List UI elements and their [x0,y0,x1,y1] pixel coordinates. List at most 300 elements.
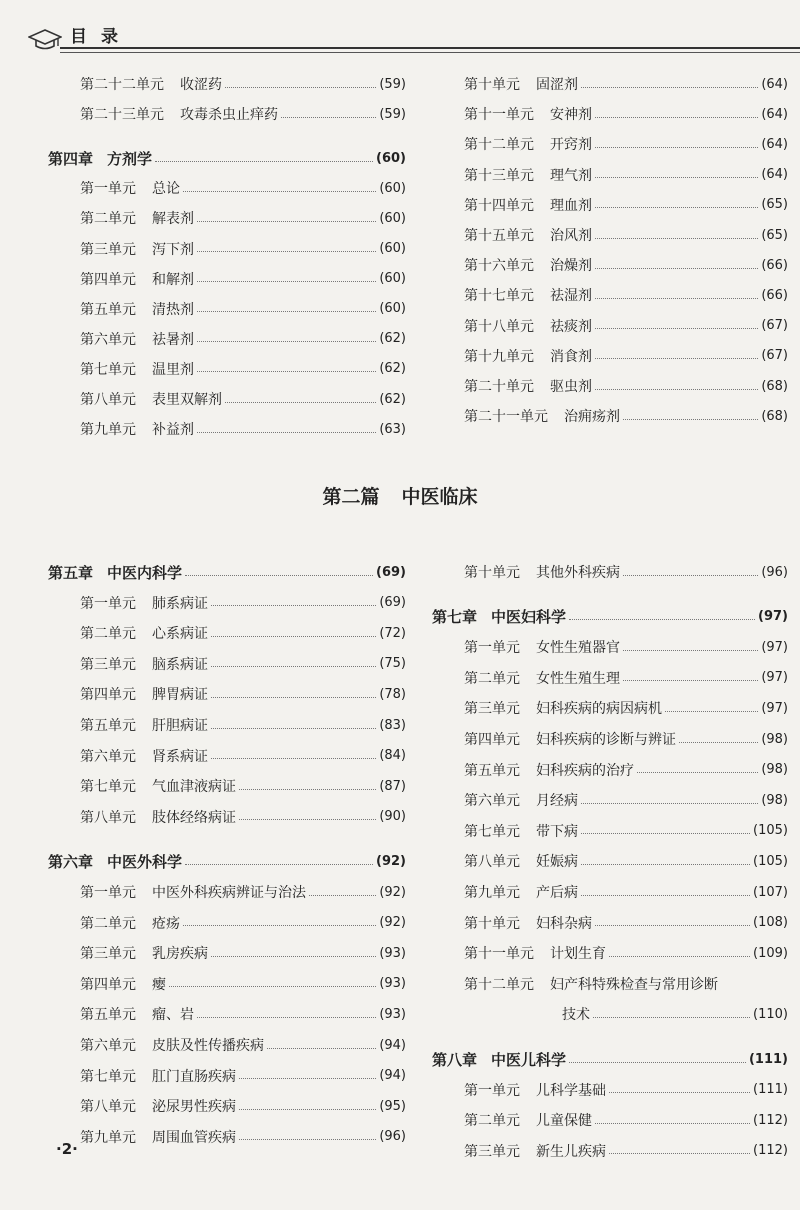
entry-page: (87) [379,778,406,794]
entry-number: 第二单元 [464,1113,520,1130]
toc-unit-entry [48,713,406,737]
dot-leader [155,161,373,162]
entry-number: 第六章 [48,852,94,871]
toc-unit-entry [48,972,406,996]
dot-leader [595,925,750,926]
entry-title: 脑系病证 [152,656,208,673]
toc-unit-entry [432,819,788,843]
dot-leader [637,772,758,773]
dot-leader [211,636,376,637]
entry-page: (60) [376,150,406,166]
dot-leader [309,895,376,896]
entry-title: 方剂学 [107,149,153,168]
entry-title: 总论 [152,181,180,198]
dot-leader [679,742,758,743]
entry-number: 第一单元 [80,181,136,198]
toc-chapter-entry [432,605,788,629]
dot-leader [197,371,376,372]
dot-leader [593,1017,750,1018]
entry-page: (97) [761,639,788,655]
entry-page: (62) [379,361,406,377]
entry-title: 消食剂 [550,348,592,365]
toc-chapter-entry [48,146,406,170]
entry-page: (108) [753,915,788,931]
entry-number: 第二单元 [464,670,520,687]
entry-title: 安神剂 [550,107,592,124]
toc-unit-entry [48,621,406,645]
dot-leader [183,191,376,192]
entry-page: (93) [379,945,406,961]
dot-leader [267,1048,376,1049]
entry-number: 第一单元 [80,885,136,901]
entry-number: 第十三单元 [464,167,534,184]
entry-title: 中医儿科学 [491,1050,567,1069]
entry-title: 妊娠病 [536,854,578,871]
toc-unit-entry [48,652,406,676]
dot-leader [595,268,758,269]
entry-page: (62) [379,331,406,347]
toc-unit-entry [432,849,788,873]
entry-title: 祛暑剂 [152,331,194,348]
page-header [0,0,800,58]
entry-number: 第四单元 [80,976,136,993]
entry-title: 理气剂 [550,167,592,184]
header-rule-thin [60,52,800,53]
entry-page: (64) [761,136,788,152]
entry-page: (68) [761,408,788,424]
entry-page: (96) [761,564,788,580]
entry-number: 第十五单元 [464,228,534,244]
entry-page: (110) [753,1006,788,1022]
entry-title: 女性生殖生理 [536,670,620,687]
toc-unit-entry [432,788,788,812]
entry-number: 第三单元 [464,1143,520,1160]
toc-unit-entry [432,758,788,782]
toc-unit-entry [48,911,406,935]
entry-title: 中医外科学 [107,852,183,871]
entry-page: (84) [379,748,406,764]
entry-page: (98) [761,731,788,747]
toc-unit-entry [48,327,406,351]
entry-number: 第七单元 [80,361,136,378]
entry-page: (60) [379,210,406,226]
entry-page: (97) [758,609,788,625]
entry-page: (64) [761,76,788,92]
toc-unit-entry [432,1139,788,1163]
dot-leader [225,87,376,88]
dot-leader [225,402,376,403]
toc-unit-entry [48,387,406,411]
dot-leader [211,956,376,957]
entry-title: 肝胆病证 [152,718,208,734]
entry-page: (95) [379,1098,406,1114]
toc-unit-entry [432,972,788,996]
entry-title: 其他外科疾病 [536,565,620,581]
dot-leader [623,650,758,651]
entry-number: 第五单元 [464,762,520,779]
entry-page: (60) [379,180,406,196]
entry-number: 第八单元 [80,392,136,408]
entry-number: 第二十单元 [464,379,534,395]
entry-number: 第六单元 [464,793,520,810]
toc-unit-entry [48,357,406,381]
entry-number: 第十六单元 [464,258,534,275]
toc-unit-entry [432,193,788,217]
entry-number: 第十八单元 [464,318,534,335]
entry-page: (98) [761,762,788,778]
toc-unit-entry [432,374,788,398]
entry-page: (111) [748,1051,788,1067]
dot-leader [595,358,758,359]
entry-page: (78) [379,686,406,702]
entry-title: 理血剂 [550,197,592,214]
dot-leader [595,328,758,329]
entry-number: 第七单元 [80,1068,136,1085]
dot-leader [595,389,758,390]
entry-title: 肢体经络病证 [152,809,236,826]
entry-page: (92) [376,853,406,869]
dot-leader [239,1139,376,1140]
entry-number: 第七单元 [464,823,520,840]
dot-leader [239,819,376,820]
entry-page: (111) [753,1082,788,1098]
dot-leader [581,87,758,88]
entry-page: (60) [379,241,406,256]
part-name: 中医临床 [401,486,478,508]
toc-unit-entry [48,1002,406,1026]
entry-number: 第八单元 [80,809,136,826]
toc-unit-entry [432,560,788,584]
entry-page: (64) [761,167,788,183]
toc-unit-entry [432,132,788,156]
entry-title: 心系病证 [152,626,208,643]
dot-leader [211,605,376,606]
dot-leader [183,925,376,926]
entry-title: 妇科疾病的诊断与辨证 [536,732,676,748]
dot-leader [595,238,758,239]
dot-leader [581,803,758,804]
toc-unit-entry [48,1094,406,1118]
entry-page: (83) [379,717,406,733]
entry-page: (64) [761,106,788,122]
entry-number: 第一单元 [464,1082,520,1099]
entry-number: 第六单元 [80,1038,136,1054]
entry-number: 第十四单元 [464,197,534,214]
header-title: 目录 [70,27,132,47]
entry-title: 技术 [562,1007,590,1024]
entry-page: (93) [379,1006,406,1022]
toc-unit-entry [432,223,788,247]
entry-title: 周围血管疾病 [152,1129,236,1146]
toc-unit-entry [432,696,788,720]
entry-title: 产后病 [536,885,578,901]
toc-unit-entry [432,344,788,368]
entry-page: (60) [379,301,406,317]
toc-chapter-entry [48,560,406,584]
entry-title: 新生儿疾病 [536,1143,606,1160]
dot-leader [595,147,758,148]
toc-unit-entry [432,880,788,904]
dot-leader [569,619,755,620]
dot-leader [609,956,750,957]
entry-page: (112) [753,1143,788,1159]
dot-leader [197,221,376,222]
entry-title: 攻毒杀虫止痒药 [180,107,278,124]
entry-title: 儿童保健 [536,1113,592,1130]
entry-title: 肾系病证 [152,748,208,765]
entry-number: 第十单元 [464,915,520,932]
entry-title: 祛痰剂 [550,318,592,335]
toc-unit-entry [432,727,788,751]
entry-title: 瘤、岩 [152,1007,194,1024]
entry-title: 治风剂 [550,228,592,244]
toc-unit-entry [432,72,788,96]
entry-title: 乳房疾病 [152,946,208,963]
dot-leader [185,864,373,865]
entry-page: (65) [761,227,788,243]
entry-title: 中医内科学 [107,563,183,582]
entry-title: 解表剂 [152,211,194,228]
entry-number: 第七单元 [80,779,136,796]
entry-title: 补益剂 [152,422,194,439]
entry-title: 儿科学基础 [536,1082,606,1099]
entry-title: 驱虫剂 [550,379,592,395]
entry-number: 第十二单元 [464,137,534,154]
entry-page: (96) [379,1129,406,1145]
toc-unit-entry [48,805,406,829]
entry-number: 第二单元 [80,211,136,228]
entry-title: 温里剂 [152,361,194,378]
entry-title: 疮疡 [152,915,180,932]
entry-number: 第六单元 [80,331,136,348]
toc-unit-entry [432,253,788,277]
entry-title: 收涩药 [180,77,222,93]
entry-title: 气血津液病证 [152,779,236,796]
entry-number: 第五章 [48,563,94,582]
entry-number: 第九单元 [464,885,520,901]
dot-leader [211,666,376,667]
toc-unit-entry [432,1078,788,1102]
dot-leader [197,311,376,312]
entry-page: (105) [753,823,788,839]
entry-page: (90) [379,809,406,825]
entry-title: 皮肤及性传播疾病 [152,1038,264,1054]
toc-unit-entry [48,880,406,904]
entry-page: (97) [761,700,788,716]
entry-page: (66) [761,257,788,273]
entry-page: (72) [379,625,406,641]
entry-page: (75) [379,656,406,672]
graduation-cap-icon [28,28,62,52]
dot-leader [197,251,376,252]
toc-unit-entry [48,237,406,261]
toc-unit-entry [432,102,788,126]
dot-leader [665,711,758,712]
toc-unit-entry [48,1125,406,1149]
dot-leader [185,575,373,576]
toc-unit-entry [432,1108,788,1132]
toc-chapter-entry [48,849,406,873]
toc-unit-entry [432,314,788,338]
entry-number: 第十一单元 [464,946,534,963]
entry-number: 第四章 [48,149,94,168]
entry-title: 泻下剂 [152,241,194,258]
entry-number: 第八章 [432,1050,478,1069]
dot-leader [569,1062,746,1063]
entry-title: 妇产科特殊检查与常用诊断 [550,976,718,993]
entry-page: (67) [761,318,788,334]
page-number: ·2· [56,1140,78,1158]
entry-title: 泌尿男性疾病 [152,1099,236,1116]
entry-number: 第三单元 [464,701,520,718]
toc-unit-entry [48,774,406,798]
entry-page: (109) [753,945,788,961]
toc-unit-entry [432,911,788,935]
entry-page: (94) [379,1068,406,1084]
entry-page: (105) [753,853,788,869]
entry-page: (107) [753,884,788,900]
toc-unit-entry [48,941,406,965]
entry-page: (59) [379,106,406,122]
toc-unit-entry [432,283,788,307]
dot-leader [595,298,758,299]
toc-unit-entry [48,206,406,230]
entry-page: (98) [761,792,788,808]
entry-number: 第三单元 [80,241,136,258]
entry-number: 第三单元 [80,656,136,673]
dot-leader [595,1123,750,1124]
entry-page: (112) [753,1112,788,1128]
dot-leader [281,117,376,118]
dot-leader [211,728,376,729]
toc-unit-entry [432,1002,788,1026]
entry-title: 妇科杂病 [536,915,592,932]
toc-unit-entry [48,176,406,200]
entry-number: 第十二单元 [464,976,534,993]
entry-number: 第五单元 [80,301,136,318]
dot-leader [609,1092,750,1093]
entry-page: (66) [761,287,788,303]
toc-unit-entry [48,417,406,441]
entry-number: 第一单元 [80,595,136,612]
entry-title: 治痈疡剂 [564,409,620,426]
dot-leader [595,177,758,178]
dot-leader [581,833,750,834]
entry-number: 第十单元 [464,77,520,93]
entry-title: 带下病 [536,823,578,840]
dot-leader [197,1017,376,1018]
dot-leader [239,789,376,790]
entry-number: 第四单元 [80,271,136,288]
entry-title: 中医外科疾病辨证与治法 [152,885,306,901]
dot-leader [623,680,758,681]
entry-page: (67) [761,348,788,364]
toc-unit-entry [48,72,406,96]
dot-leader [197,341,376,342]
entry-number: 第五单元 [80,718,136,734]
toc-unit-entry [432,666,788,690]
entry-page: (65) [761,197,788,213]
entry-page: (92) [379,915,406,931]
entry-title: 表里双解剂 [152,392,222,408]
entry-number: 第三单元 [80,946,136,963]
entry-page: (62) [379,391,406,407]
entry-title: 月经病 [536,793,578,810]
entry-page: (59) [379,76,406,92]
entry-page: (69) [379,595,406,611]
entry-title: 瘿 [152,976,166,993]
toc-unit-entry [48,744,406,768]
toc-unit-entry [48,1033,406,1057]
entry-number: 第六单元 [80,748,136,765]
dot-leader [197,281,376,282]
dot-leader [623,419,758,420]
dot-leader [581,864,750,865]
entry-number: 第五单元 [80,1007,136,1024]
entry-page: (93) [379,976,406,992]
dot-leader [623,575,758,576]
entry-number: 第九单元 [80,422,136,439]
entry-number: 第四单元 [464,732,520,748]
toc-unit-entry [432,404,788,428]
toc-unit-entry [48,102,406,126]
dot-leader [581,895,750,896]
entry-title: 和解剂 [152,271,194,288]
entry-page: (94) [379,1037,406,1053]
part-title [0,482,800,509]
dot-leader [595,117,758,118]
toc-unit-entry [432,941,788,965]
entry-number: 第二十一单元 [464,409,548,426]
toc-unit-entry [432,163,788,187]
entry-title: 固涩剂 [536,77,578,93]
entry-number: 第十一单元 [464,107,534,124]
dot-leader [197,432,376,433]
dot-leader [211,758,376,759]
entry-number: 第二单元 [80,915,136,932]
entry-number: 第一单元 [464,640,520,657]
header-rule [60,47,800,49]
entry-page: (60) [379,271,406,287]
entry-number: 第八单元 [464,854,520,871]
entry-number: 第七章 [432,608,478,627]
toc-unit-entry [48,297,406,321]
toc-unit-entry [48,267,406,291]
entry-page: (92) [379,884,406,900]
entry-number: 第二十三单元 [80,107,164,124]
entry-title: 妇科疾病的病因病机 [536,701,662,718]
toc-unit-entry [48,1064,406,1088]
toc-unit-entry [48,682,406,706]
entry-number: 第四单元 [80,687,136,704]
entry-title: 妇科疾病的治疗 [536,762,634,779]
entry-number: 第八单元 [80,1099,136,1116]
entry-number: 第十单元 [464,565,520,581]
entry-title: 脾胃病证 [152,687,208,704]
dot-leader [595,207,758,208]
entry-number: 第二单元 [80,626,136,643]
entry-number: 第二十二单元 [80,77,164,93]
dot-leader [169,986,376,987]
entry-page: (63) [379,421,406,437]
entry-title: 中医妇科学 [491,608,567,627]
entry-title: 女性生殖器官 [536,640,620,657]
entry-number: 第十七单元 [464,288,534,305]
dot-leader [239,1109,376,1110]
dot-leader [239,1078,376,1079]
entry-title: 开窍剂 [550,137,592,154]
entry-page: (97) [761,670,788,686]
